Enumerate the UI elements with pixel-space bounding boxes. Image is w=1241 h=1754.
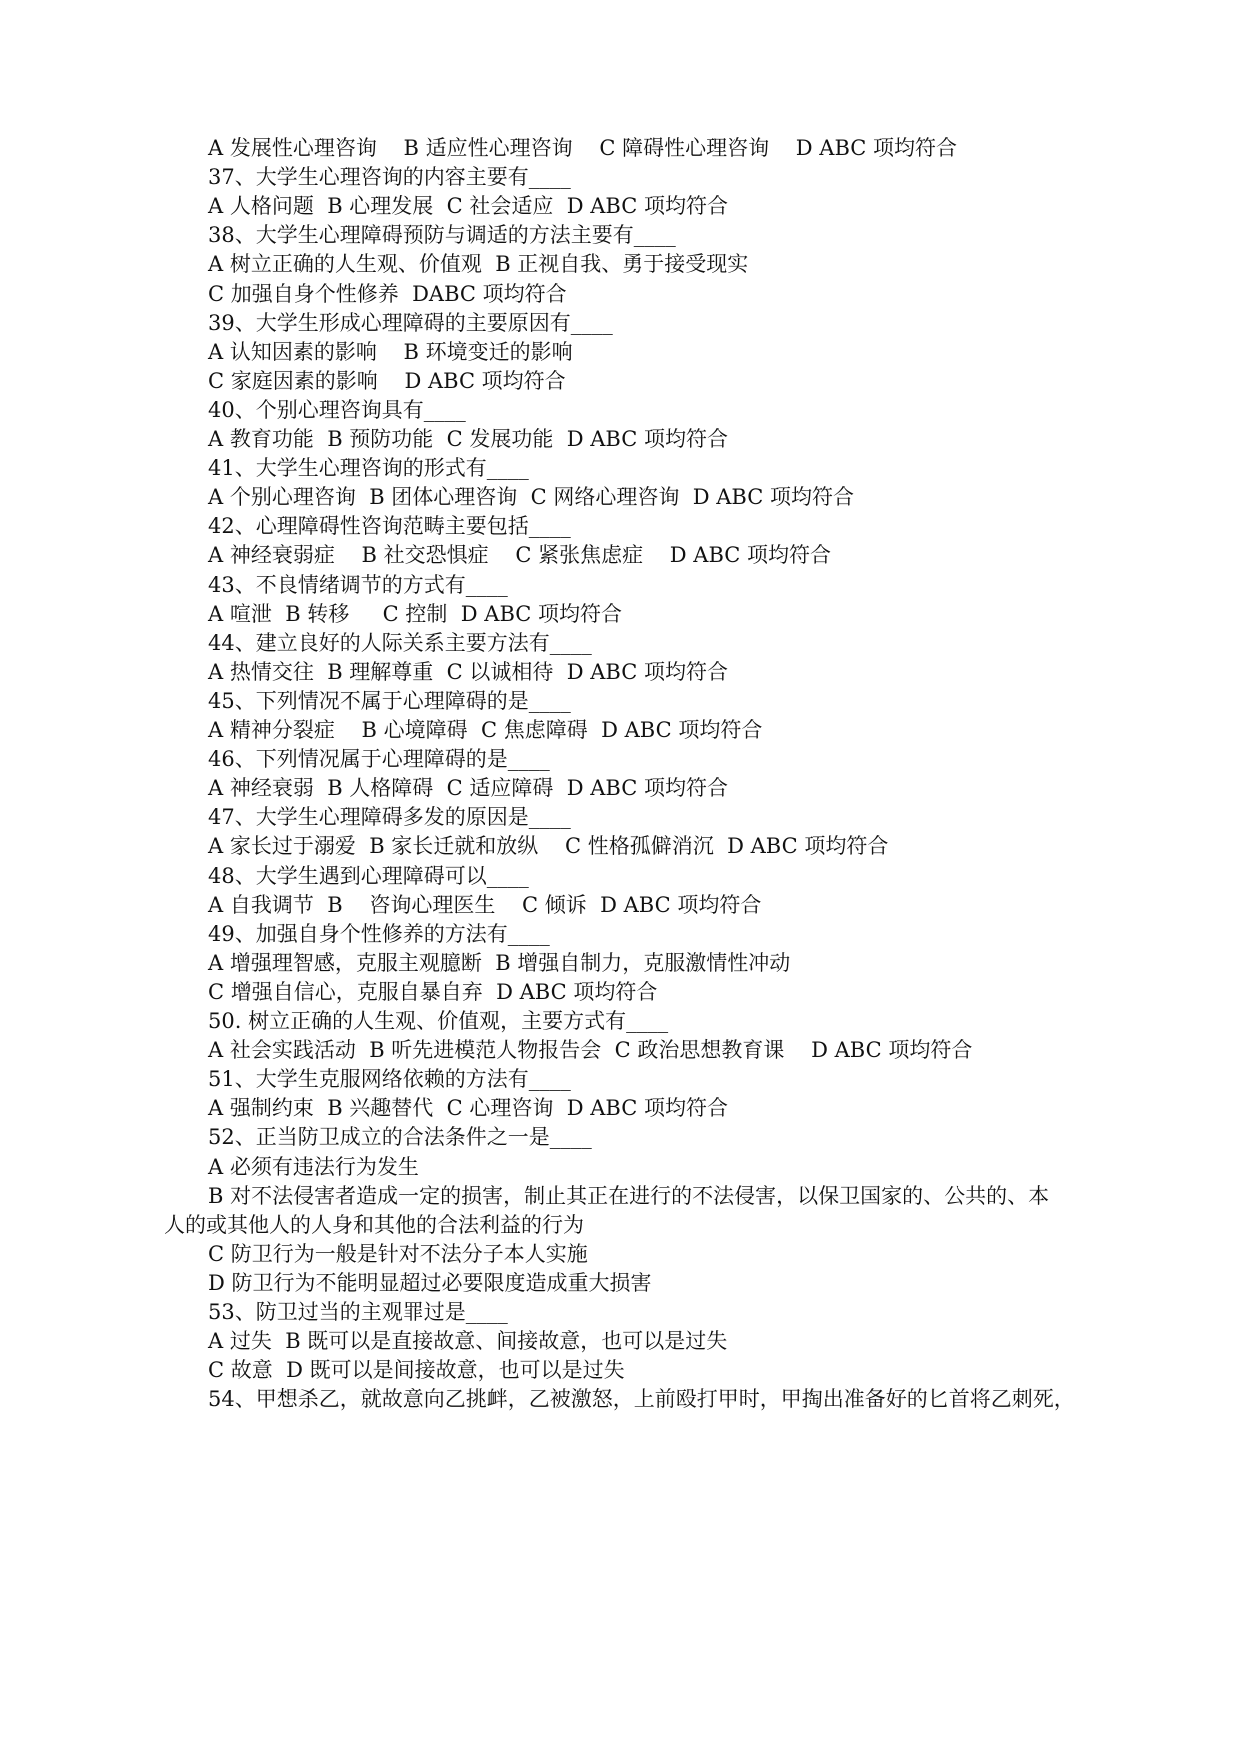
text-line: A 神经衰弱症 B 社交恐惧症 C 紧张焦虑症 D ABC 项均符合 — [208, 543, 832, 568]
text-line: 52、正当防卫成立的合法条件之一是____ — [208, 1125, 592, 1150]
text-line: A 精神分裂症 B 心境障碍 C 焦虑障碍 D ABC 项均符合 — [208, 718, 763, 742]
text-line: 53、防卫过当的主观罪过是____ — [208, 1300, 508, 1324]
text-line: A 喧泄 B 转移 C 控制 D ABC 项均符合 — [208, 601, 623, 626]
text-line: C 家庭因素的影响 D ABC 项均符合 — [208, 368, 566, 393]
text-line: A 人格问题 B 心理发展 C 社会适应 D ABC 项均符合 — [208, 194, 728, 219]
text-line: A 认知因素的影响 B 环境变迁的影响 — [208, 339, 573, 364]
text-line: A 发展性心理咨询 B 适应性心理咨询 C 障碍性心理咨询 D ABC 项均符合 — [208, 136, 958, 160]
text-line: C 增强自信心，克服自暴自弃 D ABC 项均符合 — [208, 979, 658, 1004]
text-line: A 增强理智感，克服主观臆断 B 增强自制力，克服激情性冲动 — [208, 950, 791, 975]
text-line: 40、个别心理咨询具有____ — [208, 397, 466, 422]
text-line: A 强制约束 B 兴趣替代 C 心理咨询 D ABC 项均符合 — [208, 1096, 728, 1121]
text-line: 44、建立良好的人际关系主要方法有____ — [208, 630, 592, 655]
text-line: 39、大学生形成心理障碍的主要原因有____ — [208, 310, 613, 335]
text-line: 37、大学生心理咨询的内容主要有____ — [208, 165, 571, 190]
text-line: A 社会实践活动 B 听先进模范人物报告会 C 政治思想教育课 D ABC 项均符合 — [208, 1038, 973, 1063]
text-line: A 教育功能 B 预防功能 C 发展功能 D ABC 项均符合 — [208, 427, 728, 451]
text-line: 48、大学生遇到心理障碍可以____ — [208, 863, 529, 888]
text-line: 49、加强自身个性修养的方法有____ — [208, 921, 550, 946]
text-line: 38、大学生心理障碍预防与调适的方法主要有____ — [208, 223, 676, 248]
text-line: A 家长过于溺爱 B 家长迁就和放纵 C 性格孤僻消沉 D ABC 项均符合 — [208, 834, 889, 859]
text-line: A 必须有违法行为发生 — [208, 1154, 419, 1179]
text-line: 42、心理障碍性咨询范畴主要包括____ — [208, 514, 571, 539]
text-line: 45、下列情况不属于心理障碍的是____ — [208, 688, 571, 713]
text-line: 46、下列情况属于心理障碍的是____ — [208, 747, 550, 772]
text-line: A 个别心理咨询 B 团体心理咨询 C 网络心理咨询 D ABC 项均符合 — [208, 485, 854, 510]
text-line: C 加强自身个性修养 DABC 项均符合 — [208, 281, 567, 306]
text-line: 41、大学生心理咨询的形式有____ — [208, 456, 529, 481]
text-line: A 树立正确的人生观、价值观 B 正视自我、勇于接受现实 — [208, 252, 749, 277]
text-line: A 自我调节 B 咨询心理医生 C 倾诉 D ABC 项均符合 — [208, 892, 762, 917]
text-line: A 神经衰弱 B 人格障碍 C 适应障碍 D ABC 项均符合 — [208, 776, 728, 801]
text-line: 47、大学生心理障碍多发的原因是____ — [208, 805, 571, 830]
text-line: C 防卫行为一般是针对不法分子本人实施 — [208, 1241, 588, 1266]
text-line: 54、甲想杀乙，就故意向乙挑衅，乙被激怒，上前殴打甲时，甲掏出准备好的匕首将乙刺死， — [208, 1387, 1075, 1412]
text-line: 51、大学生克服网络依赖的方法有____ — [208, 1067, 571, 1092]
text-line: D 防卫行为不能明显超过必要限度造成重大损害 — [208, 1270, 652, 1295]
text-line: A 过失 B 既可以是直接故意、间接故意，也可以是过失 — [208, 1329, 728, 1354]
text-line: C 故意 D 既可以是间接故意，也可以是过失 — [208, 1358, 625, 1383]
text-line: A 热情交往 B 理解尊重 C 以诚相待 D ABC 项均符合 — [208, 659, 728, 684]
text-line: B 对不法侵害者造成一定的损害，制止其正在进行的不法侵害，以保卫国家的、公共的、本 — [208, 1183, 1050, 1208]
text-line: 人的或其他人的人身和其他的合法利益的行为 — [164, 1212, 584, 1237]
text-line: 50. 树立正确的人生观、价值观，主要方式有____ — [208, 1009, 669, 1033]
text-line: 43、不良情绪调节的方式有____ — [208, 572, 508, 597]
